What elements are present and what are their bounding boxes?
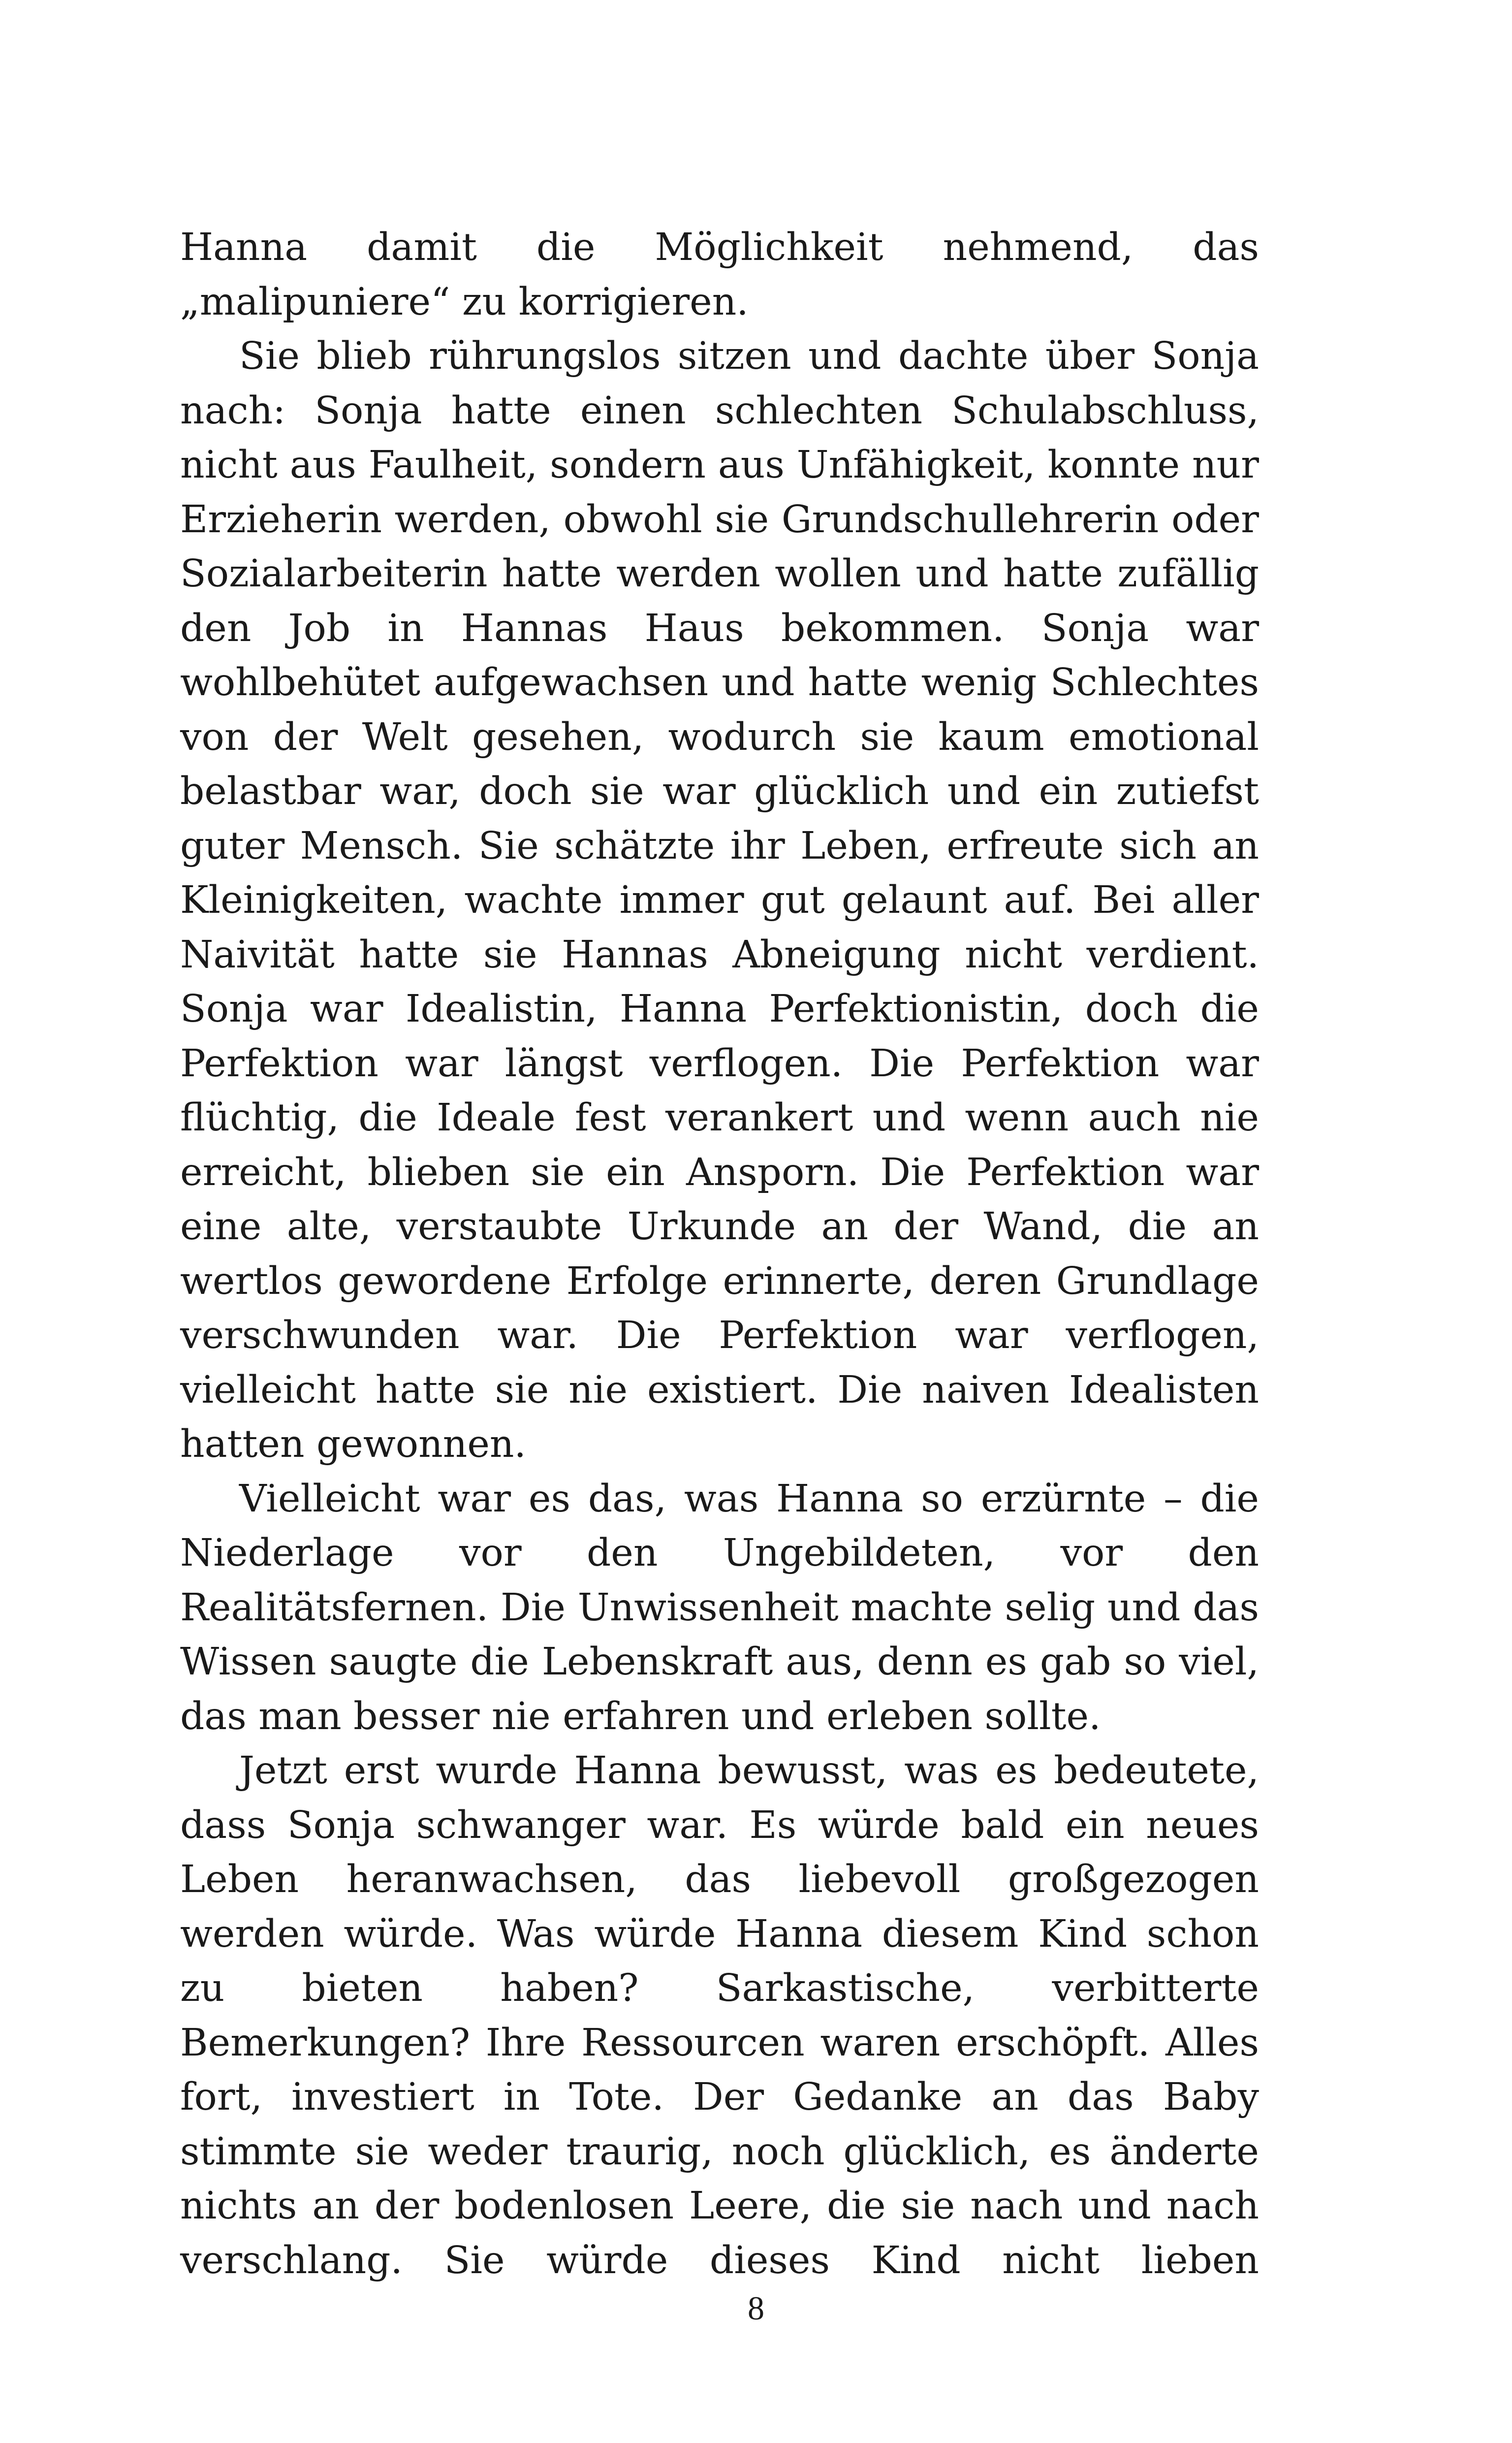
paragraph: Vielleicht war es das, was Hanna so erzürnte – die Niederlage vor den Ungebildeten, vor den Realitätsfernen. Die Unwissenheit machte selig und das Wissen saugte die Lebenskraft aus, denn es gab so viel, das man besser nie erfahren und erleben sollte. xyxy=(180,1477,1259,1738)
body-text xyxy=(180,221,1259,2288)
paragraph-continuation: Hanna damit die Möglichkeit nehmend, das „malipuniere“ zu korrigieren. xyxy=(180,225,1259,324)
page-number: 8 xyxy=(748,2289,764,2327)
paragraph: Sie blieb rührungslos sitzen und dachte über Sonja nach: Sonja hatte einen schlechten Schulabschluss, nicht aus Faulheit, sondern aus Unfähigkeit, konnte nur Erzieherin werden, obwohl sie Grundschullehrerin oder Sozialarbeiterin hatte werden wollen und hatte zufällig den Job in Hannas Haus bekommen. Sonja war wohlbehütet aufgewachsen und hatte wenig Schlechtes von der Welt gesehen, wodurch sie kaum emotional belastbar war, doch sie war glücklich und ein zutiefst guter Mensch. Sie schätzte ihr Leben, erfreute sich an Kleinigkeiten, wachte immer gut gelaunt auf. Bei aller Naivität hatte sie Hannas Abneigung nicht verdient. Sonja war Idealistin, Hanna Perfektionistin, doch die Perfektion war längst verflogen. Die Perfektion war flüchtig, die Ideale fest verankert und wenn auch nie erreicht, blieben sie ein Ansporn. Die Perfektion war eine alte, verstaubte Urkunde an der Wand, die an wertlos gewordene Erfolge erinnerte, deren Grundlage verschwunden war. Die Perfektion war verflogen, vielleicht hatte sie nie existiert. Die naiven Idealisten hatten gewonnen. xyxy=(180,334,1259,1466)
paragraph: Jetzt erst wurde Hanna bewusst, was es bedeutete, dass Sonja schwanger war. Es würde bald ein neues Leben heranwachsen, das liebevoll großgezogen werden würde. Was würde Hanna diesem Kind schon zu bieten haben? Sarkastische, verbitterte Bemerkungen? Ihre Ressourcen waren erschöpft. Alles fort, investiert in Tote. Der Gedanke an das Baby stimmte sie weder traurig, noch glücklich, es änderte nichts an der bodenlosen Leere, die sie nach und nach verschlang. Sie würde dieses Kind nicht lieben xyxy=(180,1749,1259,2282)
